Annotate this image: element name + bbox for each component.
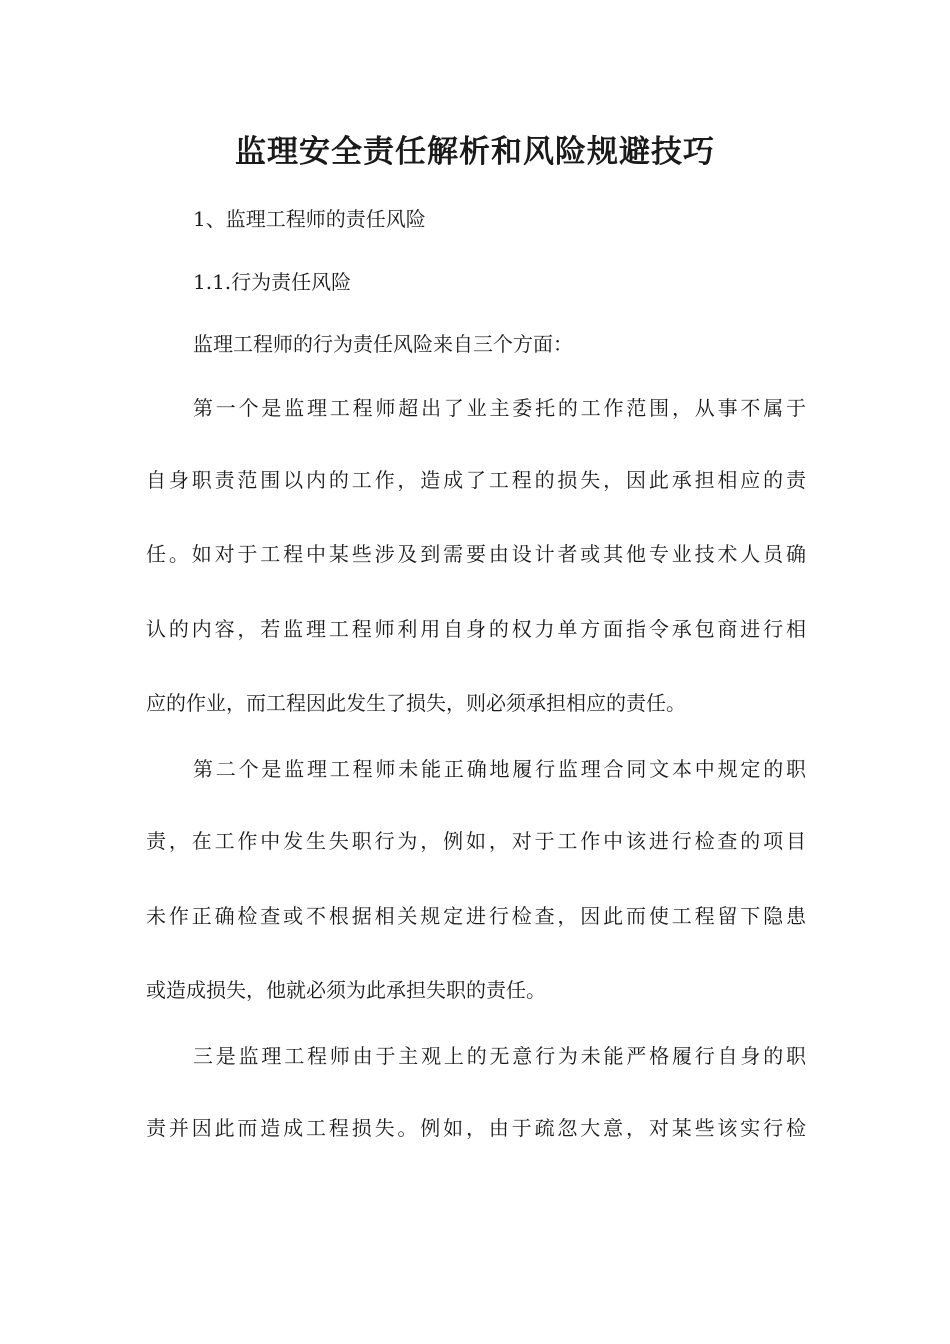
paragraph-line: 监理工程师的行为责任风险来自三个方面：	[193, 332, 573, 356]
paragraph-line: 或造成损失，他就必须为此承担失职的责任。	[146, 978, 546, 1002]
paragraph-line: 应的作业，而工程因此发生了损失，则必须承担相应的责任。	[146, 691, 686, 715]
section-heading: 1、监理工程师的责任风险	[193, 207, 426, 231]
paragraph-line: 责并因此而造成工程损失。例如，由于疏忽大意，对某些该实行检	[146, 1116, 806, 1140]
paragraph-line: 责，在工作中发生失职行为，例如，对于工作中该进行检查的项目	[146, 829, 806, 853]
paragraph-line: 第二个是监理工程师未能正确地履行监理合同文本中规定的职	[193, 757, 806, 781]
paragraph-line: 未作正确检查或不根据相关规定进行检查，因此而使工程留下隐患	[146, 904, 806, 928]
paragraph-line: 任。如对于工程中某些涉及到需要由设计者或其他专业技术人员确	[146, 542, 806, 566]
paragraph-line: 第一个是监理工程师超出了业主委托的工作范围，从事不属于	[193, 396, 806, 420]
paragraph-line: 三是监理工程师由于主观上的无意行为未能严格履行自身的职	[193, 1044, 806, 1068]
subsection-heading: 1.1.行为责任风险	[193, 270, 352, 294]
document-title: 监理安全责任解析和风险规避技巧	[235, 134, 715, 170]
paragraph-line: 自身职责范围以内的工作，造成了工程的损失，因此承担相应的责	[146, 468, 806, 492]
paragraph-line: 认的内容，若监理工程师利用自身的权力单方面指令承包商进行相	[146, 617, 806, 641]
